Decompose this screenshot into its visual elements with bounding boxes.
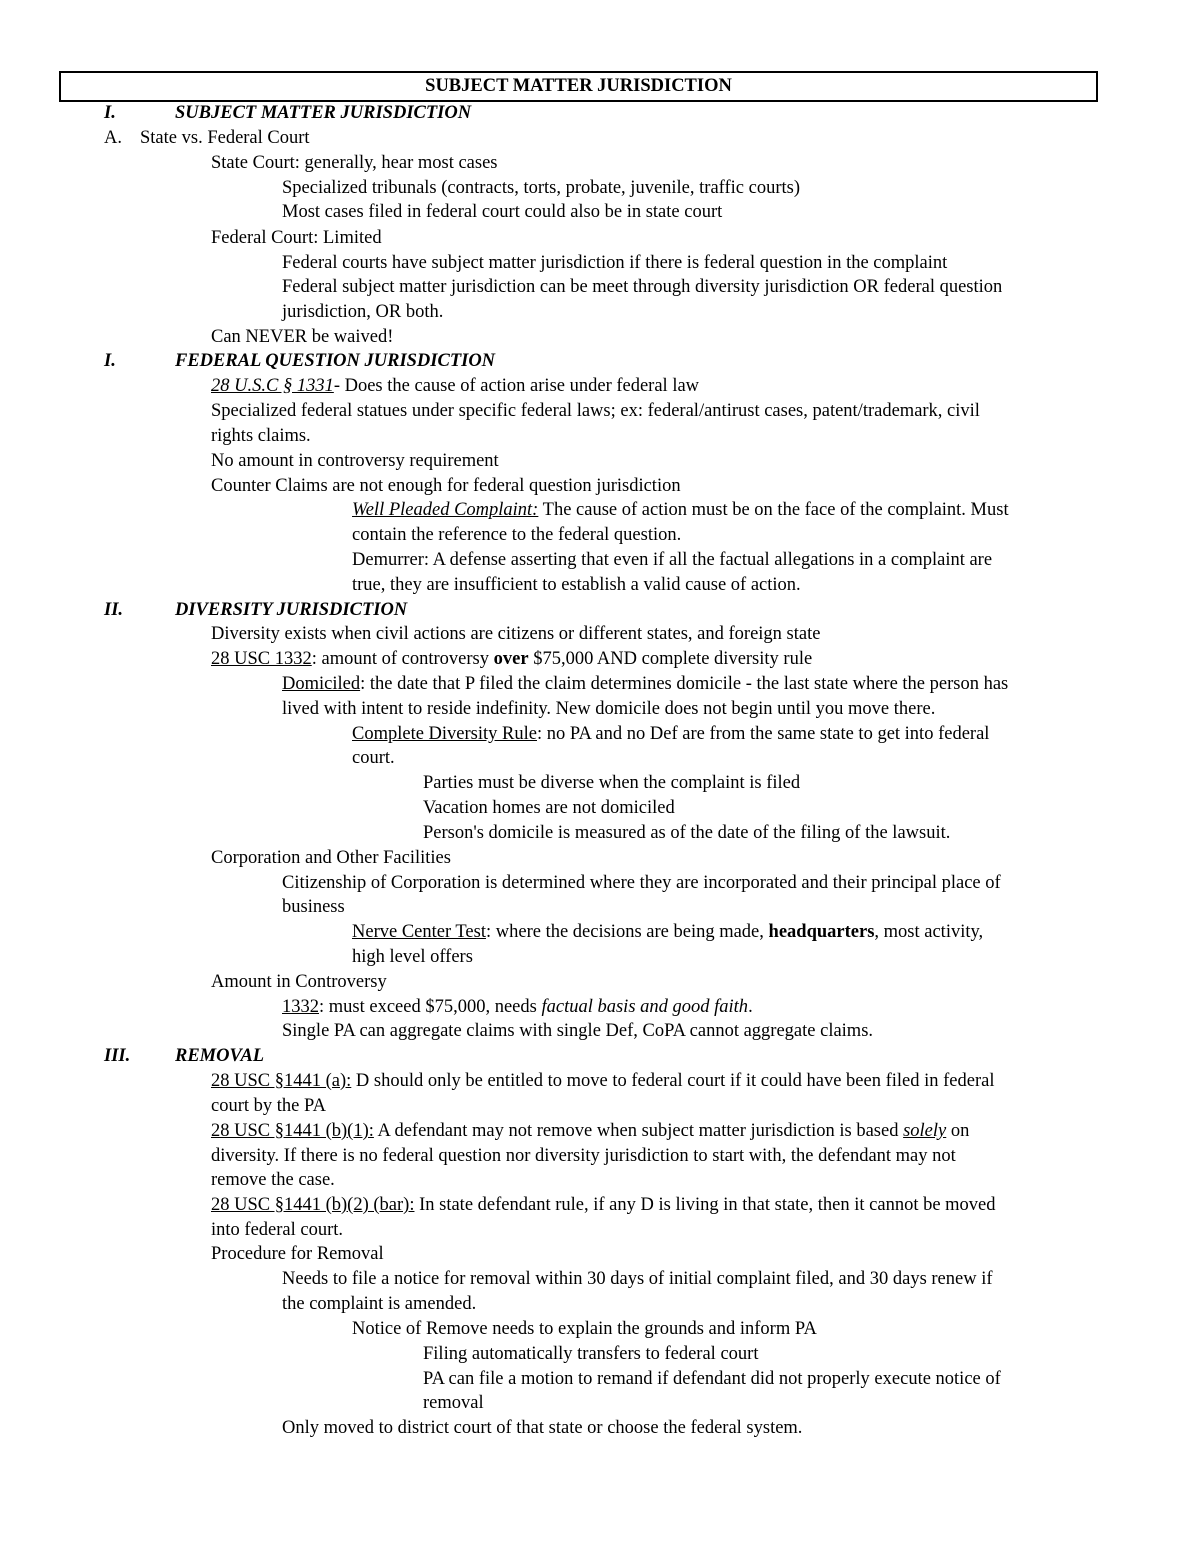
section-heading: FEDERAL QUESTION JURISDICTION (175, 351, 496, 371)
section-heading: DIVERSITY JURISDICTION (175, 600, 408, 620)
list-text: Federal subject matter jurisdiction can be meet through diversity jurisdiction OR federal question (282, 277, 1003, 297)
list-text: high level offers (352, 947, 473, 967)
list-marker: A. (104, 128, 122, 148)
text-run: A defendant may not remove when subject matter jurisdiction is based (373, 1121, 904, 1141)
list-text: Needs to file a notice for removal within 30 days of initial complaint filed, and 30 days renew if (282, 1269, 993, 1289)
list-text: No amount in controversy requirement (211, 451, 499, 471)
text-run: - Does the cause of action arise under federal law (333, 376, 700, 396)
list-text: Single PA can aggregate claims with single Def, CoPA cannot aggregate claims. (282, 1021, 874, 1041)
term: Nerve Center Test (352, 922, 486, 942)
term: Well Pleaded Complaint: (352, 500, 539, 520)
list-text: Specialized tribunals (contracts, torts, probate, juvenile, traffic courts) (282, 178, 800, 198)
list-text: court. (352, 748, 395, 768)
list-text: business (282, 897, 345, 917)
list-text: removal (423, 1393, 484, 1413)
section-marker: II. (104, 600, 124, 620)
list-text: Procedure for Removal (211, 1244, 384, 1264)
text-run: $75,000 AND complete diversity rule (528, 649, 813, 669)
text-run: : must exceed $75,000, needs (319, 997, 542, 1017)
list-text (282, 995, 753, 1019)
list-text: Only moved to district court of that state or choose the federal system. (282, 1418, 803, 1438)
statute-citation: 1332 (282, 997, 319, 1017)
text-run: D should only be entitled to move to federal court if it could have been filed in federal (351, 1071, 995, 1091)
list-text: Federal courts have subject matter jurisdiction if there is federal question in the complaint (282, 253, 948, 273)
statute-citation: 28 USC 1332 (211, 649, 312, 669)
emphasis: over (493, 649, 529, 669)
statute-citation: 28 USC §1441 (b)(1): (211, 1121, 374, 1141)
text-run: The cause of action must be on the face of the complaint. Must (538, 500, 1009, 520)
list-text: Most cases filed in federal court could also be in state court (282, 202, 723, 222)
emphasis: solely (903, 1121, 947, 1141)
list-text (211, 1193, 996, 1217)
emphasis: factual basis and good faith (541, 997, 749, 1017)
list-text: State vs. Federal Court (140, 128, 310, 148)
document-title: SUBJECT MATTER JURISDICTION (59, 71, 1098, 102)
section-heading: REMOVAL (175, 1046, 265, 1066)
list-text (211, 374, 699, 398)
list-text: jurisdiction, OR both. (282, 302, 444, 322)
statute-citation: 28 USC §1441 (b)(2) (bar): (211, 1195, 415, 1215)
term: Complete Diversity Rule (352, 724, 537, 744)
list-text: Can NEVER be waived! (211, 327, 394, 347)
list-text: Amount in Controversy (211, 972, 387, 992)
list-text: Corporation and Other Facilities (211, 848, 451, 868)
text-run: : where the decisions are being made, (485, 922, 769, 942)
text-run: : no PA and no Def are from the same state to get into federal (536, 724, 990, 744)
list-text: Diversity exists when civil actions are citizens or different states, and foreign state (211, 624, 821, 644)
list-text: true, they are insufficient to establish a valid cause of action. (352, 575, 801, 595)
list-text: PA can file a motion to remand if defendant did not properly execute notice of (423, 1369, 1001, 1389)
list-text: court by the PA (211, 1096, 326, 1116)
list-text: Citizenship of Corporation is determined where they are incorporated and their principal place of (282, 873, 1001, 893)
list-text (211, 1069, 994, 1093)
list-text: rights claims. (211, 426, 311, 446)
list-text: contain the reference to the federal question. (352, 525, 682, 545)
list-text: Notice of Remove needs to explain the grounds and inform PA (352, 1319, 817, 1339)
text-run: : the date that P filed the claim determines domicile - the last state where the person has (360, 674, 1009, 694)
list-text: diversity. If there is no federal question nor diversity jurisdiction to start with, the defendant may not (211, 1146, 956, 1166)
statute-citation: 28 USC §1441 (a): (211, 1071, 352, 1091)
text-run: . (748, 997, 753, 1017)
list-text: Federal Court: Limited (211, 228, 382, 248)
list-text: Filing automatically transfers to federal court (423, 1344, 759, 1364)
list-text: Parties must be diverse when the complaint is filed (423, 773, 801, 793)
list-text: Vacation homes are not domiciled (423, 798, 675, 818)
text-run: on (946, 1121, 970, 1141)
term: Domiciled (282, 674, 361, 694)
text-run: In state defendant rule, if any D is living in that state, then it cannot be moved (414, 1195, 996, 1215)
list-text: Person's domicile is measured as of the date of the filing of the lawsuit. (423, 823, 951, 843)
section-marker: III. (104, 1046, 131, 1066)
section-marker: I. (104, 103, 116, 123)
list-text (211, 1119, 969, 1143)
list-text: lived with intent to reside indefinity. New domicile does not begin until you move there. (282, 699, 936, 719)
list-text (211, 647, 812, 671)
list-text (352, 920, 983, 944)
list-text: Demurrer: A defense asserting that even if all the factual allegations in a complaint are (352, 550, 993, 570)
list-text (352, 498, 1009, 522)
text-run: : amount of controversy (311, 649, 494, 669)
text-run: , most activity, (874, 922, 984, 942)
section-heading: SUBJECT MATTER JURISDICTION (175, 103, 472, 123)
list-text: remove the case. (211, 1170, 335, 1190)
section-marker: I. (104, 351, 116, 371)
emphasis: headquarters (768, 922, 875, 942)
list-text: into federal court. (211, 1220, 344, 1240)
list-text: State Court: generally, hear most cases (211, 153, 498, 173)
statute-citation: 28 U.S.C § 1331 (211, 376, 334, 396)
list-text: Counter Claims are not enough for federal question jurisdiction (211, 476, 681, 496)
list-text: the complaint is amended. (282, 1294, 477, 1314)
list-text (282, 672, 1008, 696)
list-text: Specialized federal statues under specific federal laws; ex: federal/antirust cases, patent/trademark, civil (211, 401, 980, 421)
list-text (352, 722, 989, 746)
